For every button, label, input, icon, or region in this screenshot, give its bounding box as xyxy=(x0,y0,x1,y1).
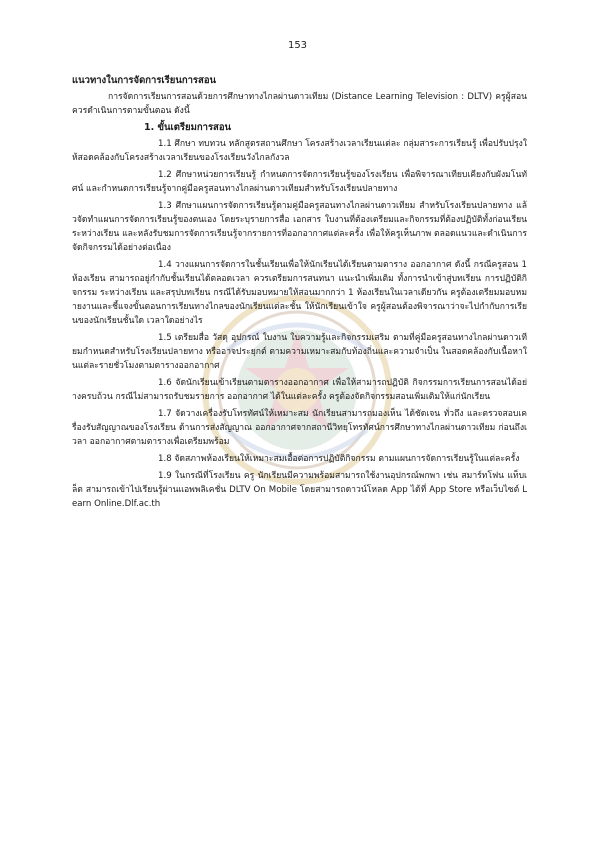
document-body xyxy=(72,74,527,514)
paragraph-1-8: 1.8 จัดสภาพห้องเรียนให้เหมาะสมเอื้อต่อการปฏิบัติกิจกรรม ตามแผนการจัดการเรียนรู้ในแต่ละครั้ง xyxy=(158,454,520,464)
subheading: 1. ขั้นเตรียมการสอน xyxy=(144,122,232,133)
page-number: 153 xyxy=(287,40,308,51)
paragraph-1-7: 1.7 จัดวางเครื่องรับโทรทัศน์ให้เหมาะสม นักเรียนสามารถมองเห็น ได้ชัดเจน ทั่วถึง และตรวจสอบเครื่องรับสัญญาณของโรงเรียน ด้านการส่งสัญญาณ ออกอากาศจากสถานีวิทยุโทรทัศน์การศึกษาทางไกลผ่านดาวเทียม ก่อนถึงเวลา ออกอากาศตามตารางเพื่อเตรียมพร้อม xyxy=(72,409,527,447)
paragraph-1-5: 1.5 เตรียมสื่อ วัสดุ อุปกรณ์ ใบงาน ใบความรู้และกิจกรรมเสริม ตามที่คู่มือครูสอนทางไกลผ่านดาวเทียมกำหนดสำหรับโรงเรียนปลายทาง หรืออาจประยุกต์ ตามความเหมาะสมกับท้องถิ่นและความจำเป็น ในสอดคล้องกับเนื้อหาในแต่ละรายชั่วโมงตามตารางออกอากาศ xyxy=(72,333,527,371)
paragraph-1-2: 1.2 ศึกษาหน่วยการเรียนรู้ กำหนดการจัดการเรียนรู้ของโรงเรียน เพื่อพิจารณาเทียบเคียงกับผังมโนทัศน์ และกำหนดการเรียนรู้จากคู่มือครูสอนทางไกลผ่านดาวเทียมสำหรับโรงเรียนปลายทาง xyxy=(72,170,527,194)
paragraph-1-9: 1.9 ในกรณีที่โรงเรียน ครู นักเรียนมีความพร้อมสามารถใช้งานอุปกรณ์พกพา เช่น สมาร์ทโฟน แท็บเล็ต สามารถเข้าไปเรียนรู้ผ่านแอพพลิเคชั่น DLTV On Mobile โดยสามารถดาวน์โหลด App ได้ที่ App Store หรือเว็บไซต์ Learn Online.Dlf.ac.th xyxy=(72,471,527,509)
section-title: แนวทางในการจัดการเรียนการสอน xyxy=(72,75,217,86)
paragraph-1-3: 1.3 ศึกษาแผนการจัดการเรียนรู้ตามคู่มือครูสอนทางไกลผ่านดาวเทียม สำหรับโรงเรียนปลายทาง แล้วจัดทำแผนการจัดการเรียนรู้ของตนเอง โดยระบุรายการสื่อ เอกสาร ใบงานที่ต้องเตรียมและกิจกรรมที่ต้องปฏิบัติทั้งก่อนเรียน ระหว่างเรียน และหลังรับชมการจัดการเรียนรู้จากรายการที่ออกอากาศแต่ละครั้ง เพื่อให้ครูเห็นภาพ ตลอดแนวและดำเนินการจัดกิจกรรมได้อย่างต่อเนื่อง xyxy=(72,201,527,253)
intro-paragraph: การจัดการเรียนการสอนด้วยการศึกษาทางไกลผ่านดาวเทียม (Distance Learning Television : DLTV) ครูผู้สอนควรดำเนินการตามขั้นตอน ดังนี้ xyxy=(72,92,527,116)
paragraph-1-6: 1.6 จัดนักเรียนเข้าเรียนตามตารางออกอากาศ เพื่อให้สามารถปฏิบัติ กิจกรรมการเรียนการสอนได้อย่างครบถ้วน กรณีไม่สามารถรับชมรายการ ออกอากาศ ได้ในแต่ละครั้ง ครูต้องจัดกิจกรรมสอนเพิ่มเติมให้แก่นักเรียน xyxy=(72,378,527,402)
paragraph-1-4: 1.4 วางแผนการจัดการในชั้นเรียนเพื่อให้นักเรียนได้เรียนตามตาราง ออกอากาศ ดังนี้ กรณีครูสอน 1 ห้องเรียน สามารถอยู่กำกับชั้นเรียนได้ตลอดเวลา ควรเตรียมการสนทนา แนะนำเพิ่มเติม ทั้งการนำเข้าสู่บทเรียน การปฏิบัติกิจกรรม ระหว่างเรียน และสรุปบทเรียน กรณีได้รับมอบหมายให้สอนมากกว่า 1 ห้องเรียนในเวลาเดียวกัน ครูต้องเตรียมมอบหมายงานและชี้แจงขั้นตอนการเรียนทางไกลของนักเรียนแต่ละชั้น ให้นักเรียนเข้าใจ ครูผู้สอนต้องพิจารณาว่าจะไปกำกับการเรียนของนักเรียนชั้นใด เวลาใดอย่างไร xyxy=(72,260,527,326)
paragraph-1-1: 1.1 ศึกษา ทบทวน หลักสูตรสถานศึกษา โครงสร้างเวลาเรียนแต่ละ กลุ่มสาระการเรียนรู้ เพื่อปรับปรุงให้สอดคล้องกับโครงสร้างเวลาเรียนของโรงเรียนวังไกลกังวล xyxy=(72,139,527,163)
